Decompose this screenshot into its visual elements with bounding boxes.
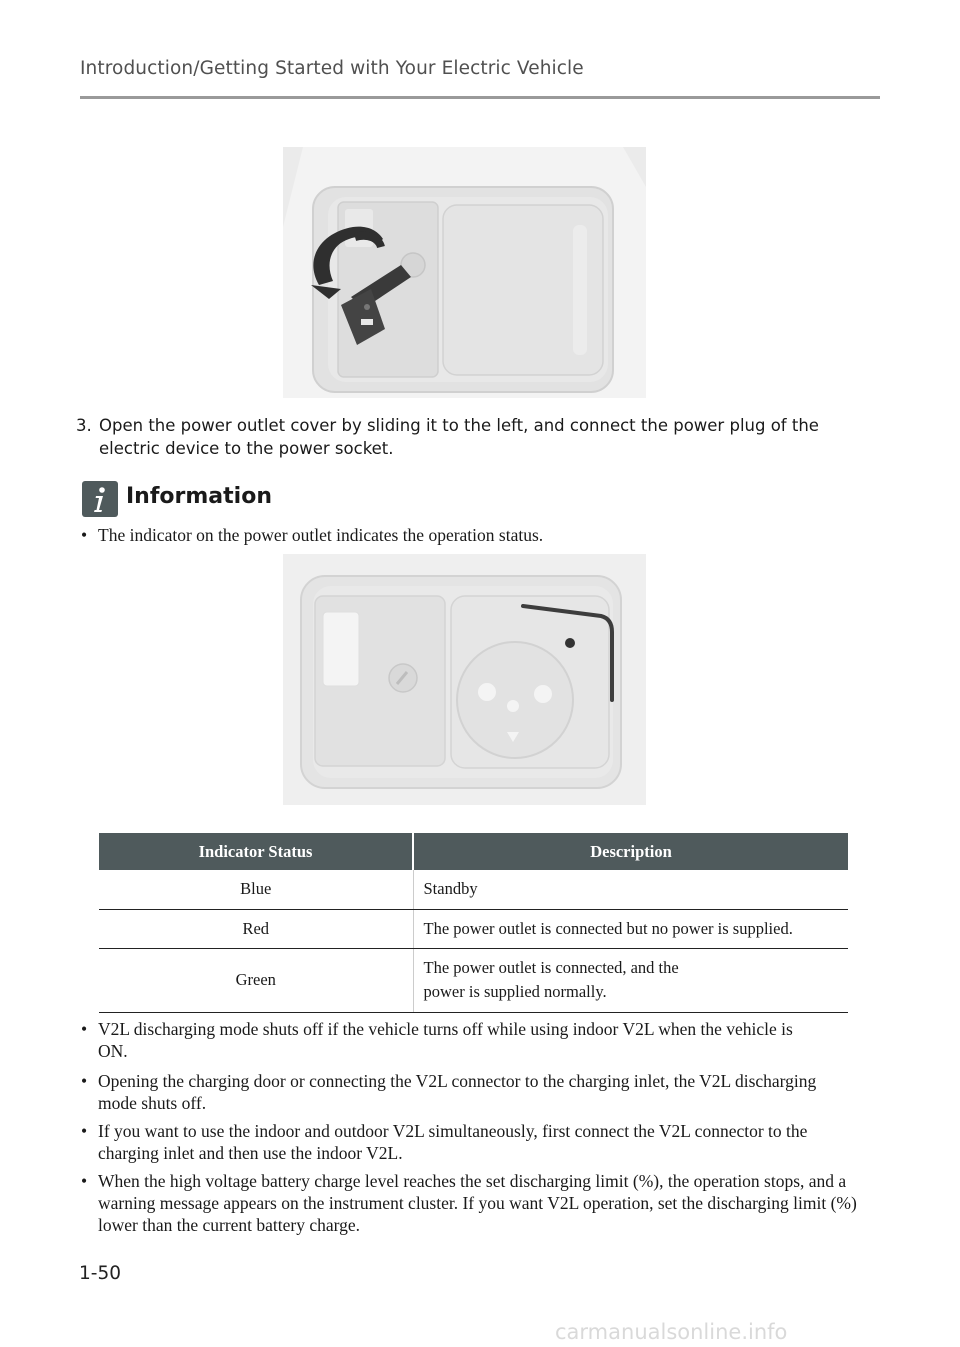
column-header-status: Indicator Status [99,833,413,870]
description-cell: The power outlet is connected, and the power is supplied normally. [413,948,848,1012]
description-cell: Standby [413,870,848,909]
running-header: Introduction/Getting Started with Your Electric Vehicle [80,58,584,79]
instruction-step-3 [76,414,866,460]
table-row [99,870,848,909]
power-outlet-indicator-illustration [283,554,646,805]
note-bullet [81,1018,861,1062]
indicator-status-table [99,833,848,1013]
info-icon [82,481,118,517]
status-cell: Blue [99,870,413,909]
bullet-dot: • [81,1071,88,1091]
table-row [99,948,848,1012]
note-bullet [81,1120,861,1164]
step-text: Open the power outlet cover by sliding it to the left, and connect the power plug of the electric device to the power socket. [99,416,819,458]
info-intro [81,524,861,546]
bullet-dot: • [81,1121,88,1141]
bullet-dot: • [81,1019,88,1039]
bullet-dot: • [81,1171,88,1191]
note-text: V2L discharging mode shuts off if the vehicle turns off while using indoor V2L when the vehicle is ON. [98,1019,793,1061]
note-text: If you want to use the indoor and outdoor V2L simultaneously, first connect the V2L connector to the charging inlet and then use the indoor V2L. [98,1121,808,1163]
status-cell: Red [99,909,413,948]
info-heading: Information [126,484,272,509]
note-text: Opening the charging door or connecting the V2L connector to the charging inlet, the V2L discharging mode shuts off. [98,1071,817,1113]
step-number: 3. [76,416,92,435]
watermark: carmanualsonline.info [555,1320,788,1344]
table-row [99,909,848,948]
bullet-dot: • [81,525,88,545]
page-number: 1-50 [79,1263,121,1284]
info-intro-text: The indicator on the power outlet indicates the operation status. [98,525,544,545]
outlet-cover-key-illustration [283,147,646,398]
description-cell: The power outlet is connected but no power is supplied. [413,909,848,948]
status-cell: Green [99,948,413,1012]
table-header-row [99,833,848,870]
column-header-description: Description [413,833,848,870]
note-bullet [81,1070,861,1114]
note-bullet [81,1170,861,1236]
note-text: When the high voltage battery charge level reaches the set discharging limit (%), the operation stops, and a warning message appears on the instrument cluster. If you want V2L operation, set the discharging limit (%) lower than the current battery charge. [98,1171,857,1235]
header-rule [80,96,880,99]
